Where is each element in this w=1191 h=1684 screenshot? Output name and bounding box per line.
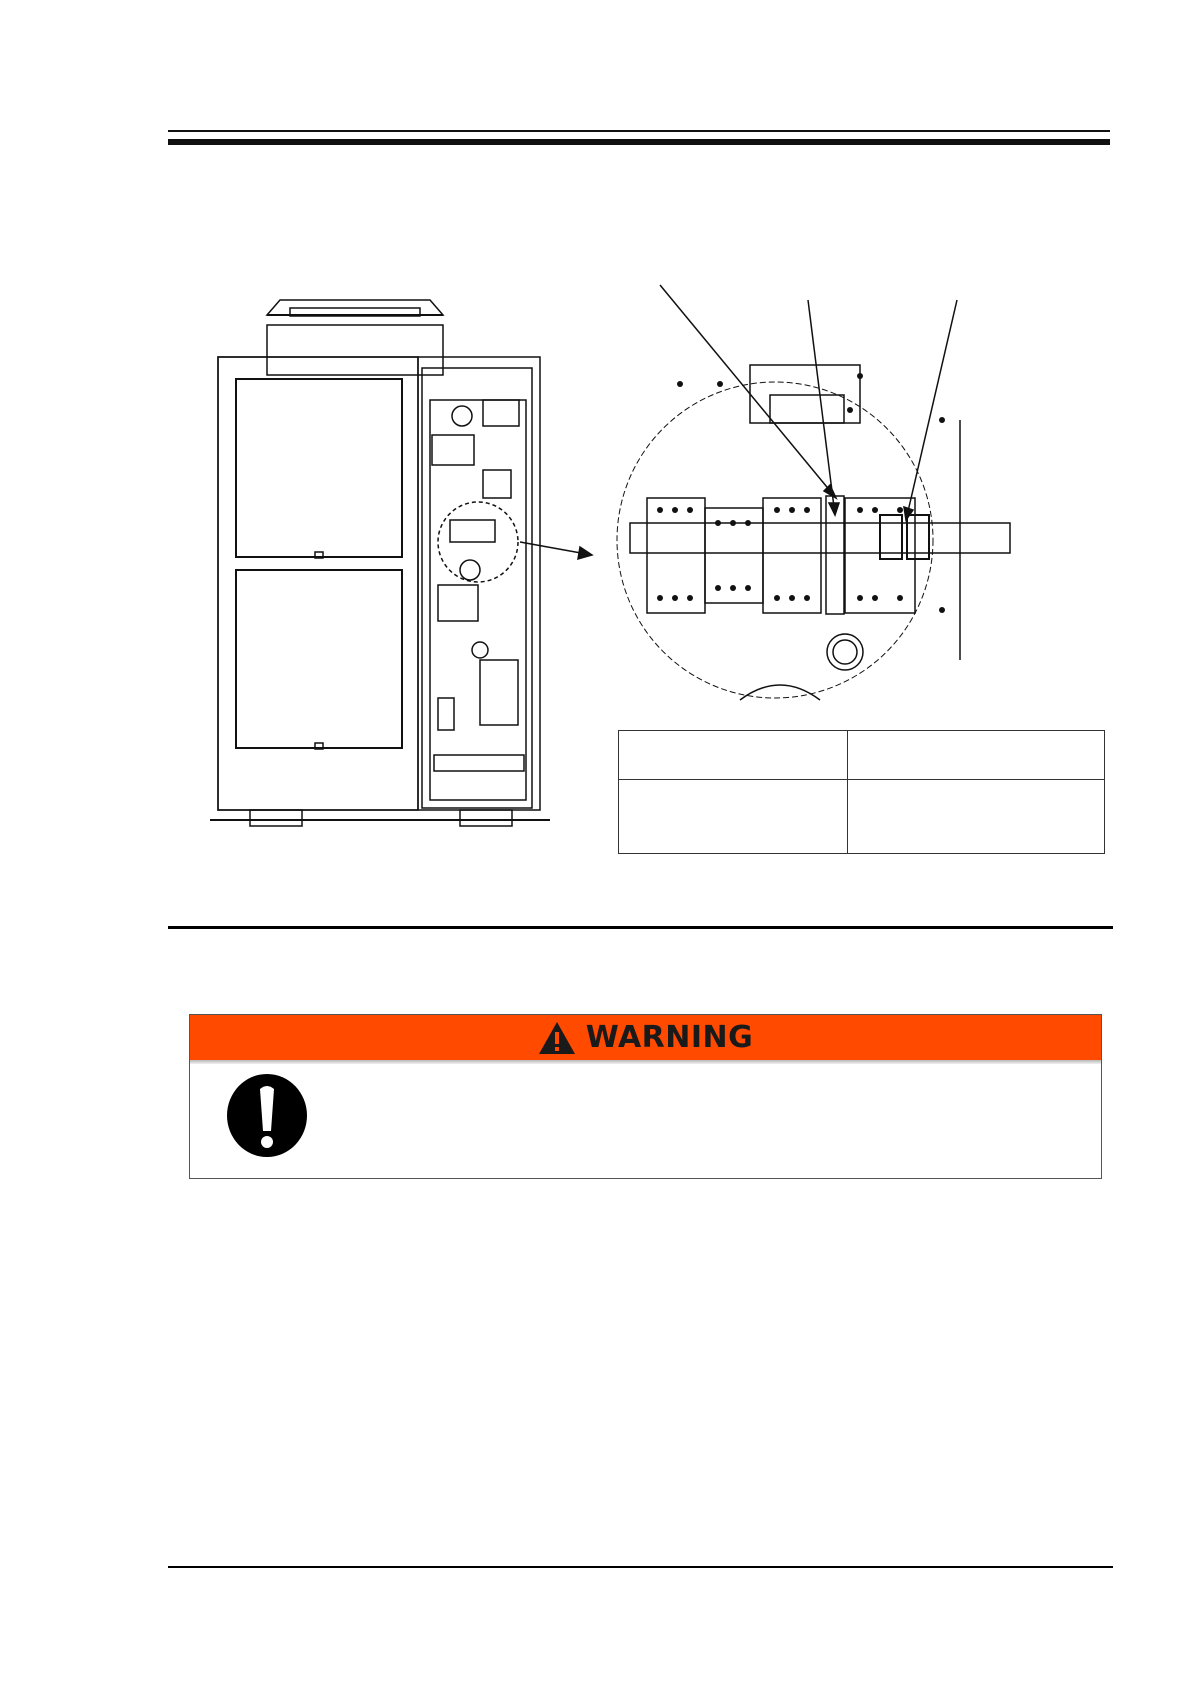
header-separator <box>190 1060 1101 1064</box>
table-cell <box>619 731 848 780</box>
table-row <box>619 780 1105 854</box>
header-rule-thin <box>168 130 1110 132</box>
warning-header <box>190 1015 1101 1060</box>
table-cell <box>619 780 848 854</box>
section-divider <box>168 926 1113 929</box>
warning-title: WARNING <box>585 1020 754 1055</box>
warning-panel <box>189 1014 1102 1179</box>
table-cell <box>848 731 1105 780</box>
component-callout-table <box>618 730 1105 854</box>
warning-text <box>290 1075 1070 1165</box>
footer-rule <box>168 1566 1113 1568</box>
table-row <box>619 731 1105 780</box>
unit-outline-drawing <box>210 300 592 826</box>
header-rule-thick <box>168 139 1110 145</box>
warning-triangle-icon <box>538 1021 576 1055</box>
breaker-detail-view <box>617 285 1010 700</box>
table-cell <box>848 780 1105 854</box>
